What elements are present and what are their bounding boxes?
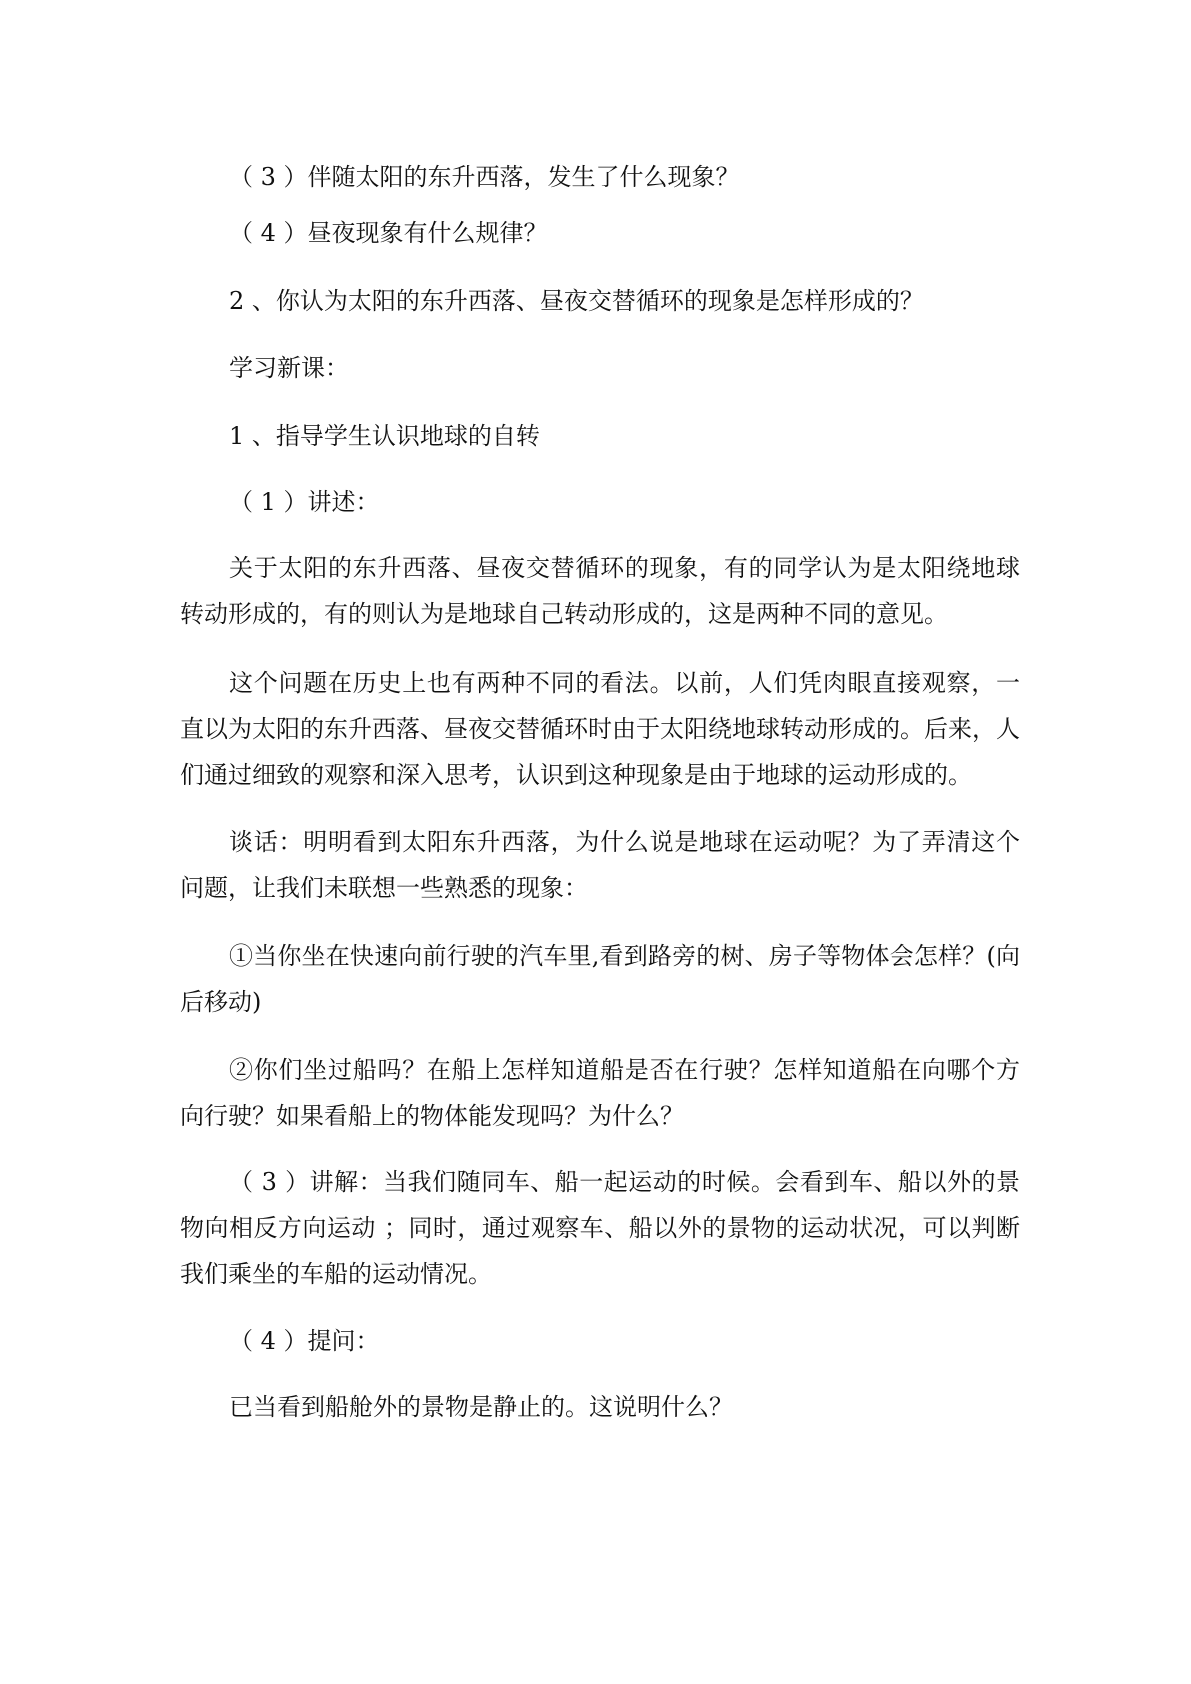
paragraph-explanation: （ 3 ）讲解：当我们随同车、船一起运动的时候。会看到车、船以外的景物向相反方向运动 ；同时，通过观察车、船以外的景物的运动状况，可以判断我们乘坐的车船的运动情况。	[180, 1168, 1020, 1288]
paragraph-question-3: （ 3 ）伴随太阳的东升西落，发生了什么现象？	[229, 163, 740, 191]
paragraph-narration: （ 1 ）讲述：	[229, 488, 380, 516]
paragraph-two-opinions: 关于太阳的东升西落、昼夜交替循环的现象，有的同学认为是太阳绕地球转动形成的，有的则认为是地球自己转动形成的，这是两种不同的意见。	[180, 554, 1020, 628]
paragraph-conversation: 谈话：明明看到太阳东升西落，为什么说是地球在运动呢？为了弄清这个问题，让我们未联想一些熟悉的现象：	[180, 828, 1020, 902]
paragraph-question-4: （ 4 ）昼夜现象有什么规律？	[229, 219, 548, 247]
paragraph-new-lesson: 学习新课：	[229, 354, 349, 382]
paragraph-example-car: ①当你坐在快速向前行驶的汽车里,看到路旁的树、房子等物体会怎样？(向后移动)	[180, 942, 1020, 1016]
paragraph-static-scenery: 已当看到船舱外的景物是静止的。这说明什么？	[229, 1393, 733, 1421]
paragraph-question: （ 4 ）提问：	[229, 1327, 380, 1355]
paragraph-example-boat: ②你们坐过船吗？在船上怎样知道船是否在行驶？怎样知道船在向哪个方向行驶？如果看船上的物体能发现吗？为什么？	[180, 1056, 1020, 1130]
paragraph-history: 这个问题在历史上也有两种不同的看法。以前，人们凭肉眼直接观察，一直以为太阳的东升西落、昼夜交替循环时由于太阳绕地球转动形成的。后来，人们通过细致的观察和深入思考，认识到这种现象是由于地球的运动形成的。	[180, 669, 1020, 789]
paragraph-item-2: 2 、你认为太阳的东升西落、昼夜交替循环的现象是怎样形成的？	[229, 287, 924, 315]
paragraph-item-1: 1 、指导学生认识地球的自转	[229, 422, 540, 450]
